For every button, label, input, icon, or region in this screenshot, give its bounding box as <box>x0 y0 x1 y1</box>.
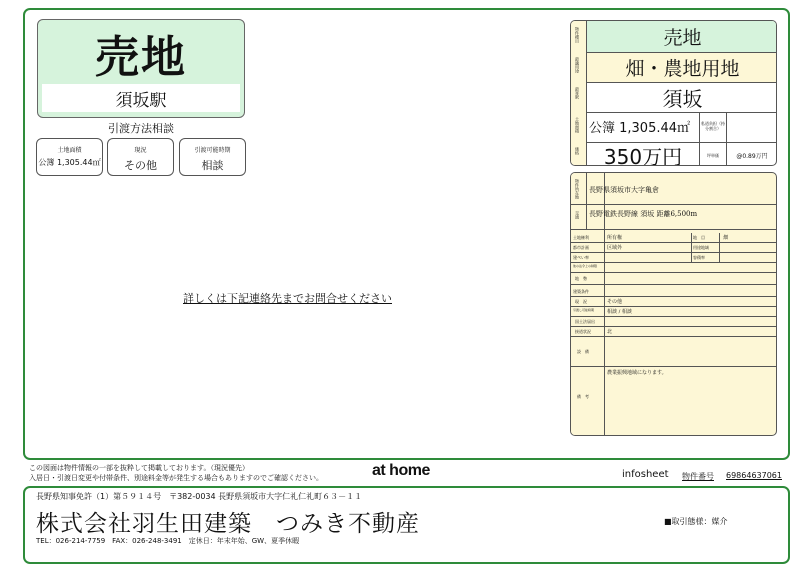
side-property-type: 売地 <box>587 21 777 53</box>
side-panel-top <box>570 20 777 166</box>
contact-line: TEL：026-214-7759 FAX：026-248-3491 定休日：年末年始、GW、夏季休暇 <box>36 537 300 545</box>
license-line: 長野県知事免許（1）第５９１４号 〒382-0034 長野県須坂市大字仁礼仁礼町６３－１１ <box>36 492 363 501</box>
tsubo-price: @0.89万円 <box>736 153 768 160</box>
side-price: 350万円 <box>603 145 683 166</box>
side-area: 公簿 1,305.44㎡ <box>589 121 691 136</box>
land-area-value: 公簿 1,305.44㎡ <box>38 158 101 167</box>
side-station: 須坂 <box>587 83 777 113</box>
land-area-card <box>36 138 103 176</box>
transport-value: 長野電鉄長野線 須坂 距離6,500m <box>589 210 698 218</box>
condition-card <box>107 138 174 176</box>
handover-note: 引渡方法相談 <box>108 122 174 135</box>
row-label-use: 最適用途 <box>575 57 580 73</box>
facilities-row: 設 備 <box>571 337 777 367</box>
table-row: 現 況 その他 <box>571 297 777 307</box>
private-road-label: 私道負担（持分割合） <box>701 121 725 131</box>
trade-type: ■取引態様：媒介 <box>664 517 728 526</box>
handover-card <box>179 138 246 176</box>
station-label: 須坂駅 <box>42 84 240 112</box>
table-row: 地 勢 <box>571 273 777 285</box>
table-row: 他の法令上の制限 <box>571 263 777 273</box>
contact-prompt[interactable]: 詳しくは下記連絡先までお問合せください <box>183 292 392 305</box>
handover-value: 相談 <box>201 159 224 172</box>
property-type-title: 売地 <box>95 32 187 83</box>
handover-label: 引渡可能時期 <box>194 147 231 154</box>
property-id-label: 物件番号 <box>682 472 714 481</box>
side-use: 畑・農地用地 <box>587 53 777 83</box>
transport-label: 交通 <box>575 211 580 219</box>
location-label: 物件所在地 <box>575 179 580 199</box>
table-row: 接道状況 北 <box>571 327 777 337</box>
detail-table <box>571 233 777 427</box>
row-label-area: 土地面積 <box>575 117 580 133</box>
disclaimer-line-2: 入居日・引渡日変更や付帯条件、別途料金等が発生する場合もありますのでご確認ください。 <box>29 474 323 482</box>
athome-logo: at home <box>372 462 430 479</box>
table-row: 都市計画 区域外 用途地域 <box>571 243 777 253</box>
table-row: 国土法届出 <box>571 317 777 327</box>
land-area-label: 土地面積 <box>57 147 82 154</box>
company-name: 株式会社羽生田建築 つみき不動産 <box>36 511 420 537</box>
infosheet-label: infosheet <box>622 469 669 480</box>
remarks-row: 備 考 農業振興地域になります。 <box>577 370 667 399</box>
row-label-station: 最寄駅 <box>575 87 580 99</box>
table-row: 建築条件 <box>571 285 777 297</box>
property-id[interactable]: 69864637061 <box>726 471 782 480</box>
row-label-price: 価格 <box>575 147 580 155</box>
location-value: 長野県須坂市大字亀倉 <box>589 186 659 194</box>
disclaimer-line-1: この図面は物件情報の一部を抜粋して掲載しております。（現況優先） <box>29 464 249 472</box>
tsubo-label: 坪単価 <box>707 152 719 158</box>
condition-value: その他 <box>124 159 157 172</box>
side-panel-bottom <box>570 172 777 436</box>
row-label-type: 物件種目 <box>575 27 580 43</box>
title-box <box>37 19 245 118</box>
table-row: 土地権利 所有権 地 目 畑 <box>571 233 777 243</box>
table-row: 建ぺい率 容積率 <box>571 253 777 263</box>
condition-label: 現況 <box>134 147 147 154</box>
table-row: 引渡し可能時期 相談 / 相談 <box>571 307 777 317</box>
